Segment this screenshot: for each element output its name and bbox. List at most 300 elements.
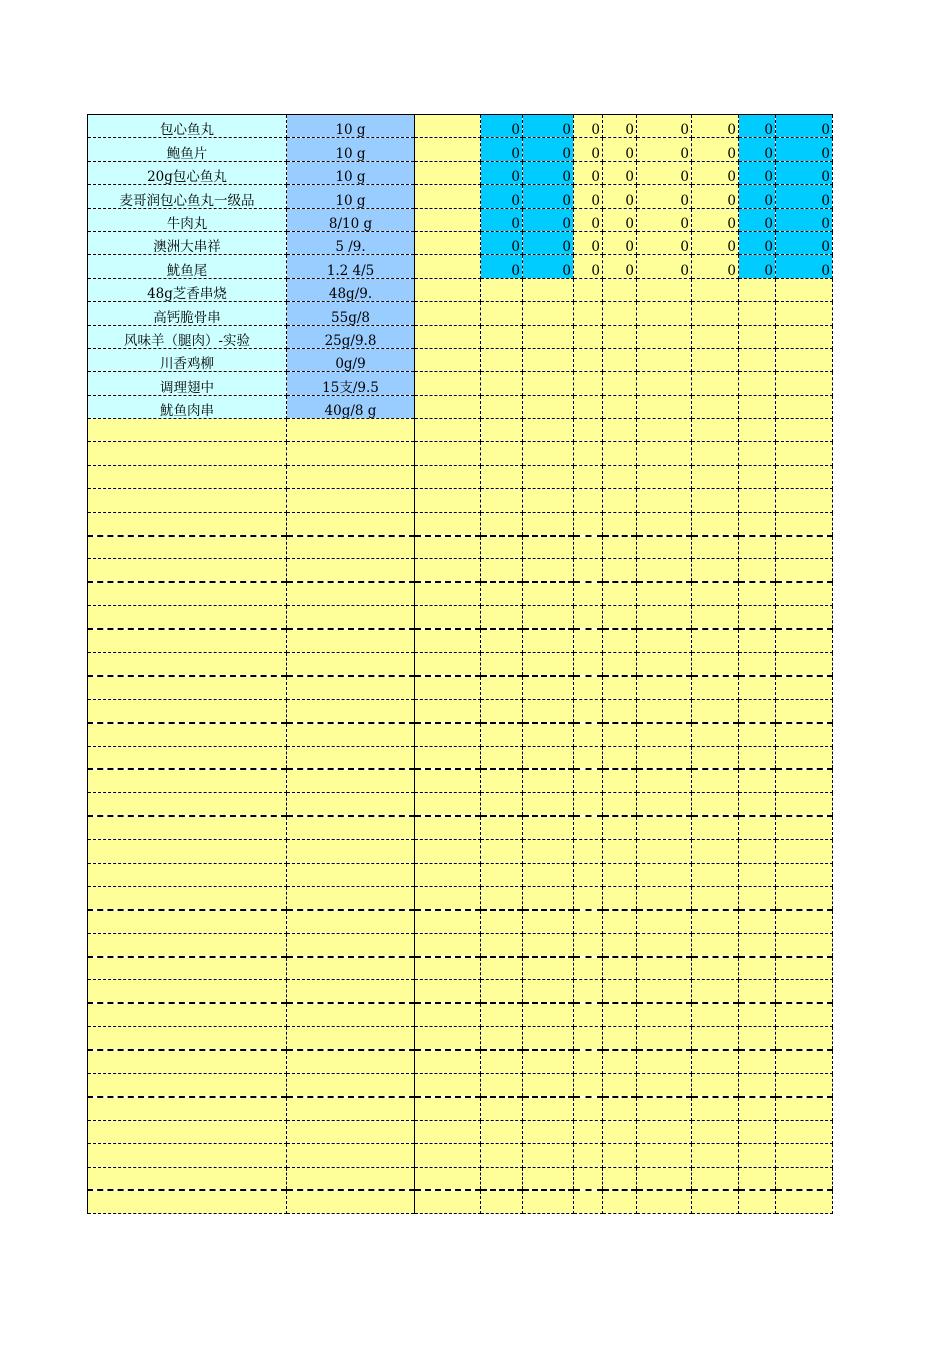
value-cell[interactable] — [692, 933, 739, 956]
value-cell[interactable] — [776, 606, 833, 629]
value-cell[interactable] — [739, 302, 776, 325]
value-cell[interactable] — [603, 536, 637, 559]
value-cell[interactable] — [739, 910, 776, 933]
product-name-cell[interactable] — [88, 1050, 287, 1073]
value-cell[interactable] — [739, 863, 776, 886]
value-cell[interactable] — [603, 325, 637, 348]
value-cell[interactable] — [776, 629, 833, 652]
value-cell[interactable] — [776, 769, 833, 792]
value-cell[interactable]: 0 — [523, 138, 574, 161]
value-cell[interactable] — [481, 1144, 523, 1167]
value-cell[interactable] — [776, 746, 833, 769]
value-cell[interactable] — [481, 629, 523, 652]
value-cell[interactable] — [739, 816, 776, 839]
value-cell[interactable] — [481, 536, 523, 559]
value-cell[interactable] — [481, 933, 523, 956]
value-cell[interactable] — [481, 746, 523, 769]
value-cell[interactable] — [637, 957, 692, 980]
value-cell[interactable] — [574, 769, 603, 792]
value-cell[interactable] — [523, 676, 574, 699]
product-name-cell[interactable]: 牛肉丸 — [88, 208, 287, 231]
value-cell[interactable] — [739, 1120, 776, 1143]
value-cell[interactable] — [692, 746, 739, 769]
value-cell[interactable] — [603, 348, 637, 371]
product-spec-cell[interactable] — [287, 863, 415, 886]
product-spec-cell[interactable] — [287, 582, 415, 605]
value-cell[interactable] — [481, 886, 523, 909]
value-cell[interactable] — [481, 769, 523, 792]
value-cell[interactable] — [692, 348, 739, 371]
value-cell[interactable] — [637, 746, 692, 769]
value-cell[interactable]: 0 — [574, 231, 603, 254]
empty-cell[interactable] — [415, 1190, 481, 1213]
empty-cell[interactable] — [415, 395, 481, 418]
value-cell[interactable] — [776, 840, 833, 863]
empty-cell[interactable] — [415, 582, 481, 605]
value-cell[interactable] — [603, 910, 637, 933]
product-spec-cell[interactable]: 10 g — [287, 185, 415, 208]
value-cell[interactable] — [637, 1050, 692, 1073]
value-cell[interactable] — [692, 793, 739, 816]
product-name-cell[interactable]: 澳洲大串祥 — [88, 231, 287, 254]
value-cell[interactable] — [776, 1003, 833, 1026]
value-cell[interactable] — [603, 512, 637, 535]
value-cell[interactable]: 0 — [692, 208, 739, 231]
value-cell[interactable]: 0 — [523, 161, 574, 184]
value-cell[interactable] — [574, 489, 603, 512]
product-name-cell[interactable] — [88, 442, 287, 465]
value-cell[interactable] — [776, 465, 833, 488]
value-cell[interactable] — [523, 1167, 574, 1190]
value-cell[interactable]: 0 — [739, 115, 776, 138]
product-spec-cell[interactable] — [287, 1097, 415, 1120]
value-cell[interactable]: 0 — [603, 161, 637, 184]
value-cell[interactable] — [637, 395, 692, 418]
value-cell[interactable] — [603, 1190, 637, 1213]
value-cell[interactable] — [637, 769, 692, 792]
value-cell[interactable] — [739, 1097, 776, 1120]
value-cell[interactable] — [574, 419, 603, 442]
value-cell[interactable] — [692, 325, 739, 348]
value-cell[interactable]: 0 — [692, 231, 739, 254]
empty-cell[interactable] — [415, 325, 481, 348]
product-spec-cell[interactable]: 40g/8 g — [287, 395, 415, 418]
empty-cell[interactable] — [415, 1144, 481, 1167]
value-cell[interactable] — [692, 442, 739, 465]
value-cell[interactable] — [481, 278, 523, 301]
product-spec-cell[interactable] — [287, 1120, 415, 1143]
value-cell[interactable] — [776, 372, 833, 395]
product-name-cell[interactable] — [88, 1097, 287, 1120]
value-cell[interactable] — [574, 1167, 603, 1190]
product-name-cell[interactable] — [88, 1074, 287, 1097]
value-cell[interactable] — [574, 348, 603, 371]
value-cell[interactable] — [603, 1074, 637, 1097]
value-cell[interactable] — [776, 395, 833, 418]
value-cell[interactable]: 0 — [776, 208, 833, 231]
value-cell[interactable] — [574, 816, 603, 839]
value-cell[interactable] — [574, 957, 603, 980]
value-cell[interactable]: 0 — [637, 185, 692, 208]
value-cell[interactable] — [603, 652, 637, 675]
value-cell[interactable] — [481, 325, 523, 348]
product-name-cell[interactable] — [88, 676, 287, 699]
product-spec-cell[interactable] — [287, 606, 415, 629]
empty-cell[interactable] — [415, 302, 481, 325]
value-cell[interactable] — [776, 723, 833, 746]
value-cell[interactable] — [692, 395, 739, 418]
value-cell[interactable] — [776, 1167, 833, 1190]
value-cell[interactable] — [637, 325, 692, 348]
value-cell[interactable] — [603, 395, 637, 418]
value-cell[interactable] — [574, 793, 603, 816]
product-spec-cell[interactable] — [287, 816, 415, 839]
product-spec-cell[interactable] — [287, 559, 415, 582]
value-cell[interactable]: 0 — [603, 255, 637, 278]
empty-cell[interactable] — [415, 629, 481, 652]
value-cell[interactable] — [481, 980, 523, 1003]
empty-cell[interactable] — [415, 1167, 481, 1190]
value-cell[interactable] — [603, 442, 637, 465]
value-cell[interactable] — [739, 1074, 776, 1097]
value-cell[interactable] — [692, 278, 739, 301]
value-cell[interactable] — [603, 1144, 637, 1167]
value-cell[interactable] — [637, 348, 692, 371]
value-cell[interactable]: 0 — [776, 115, 833, 138]
value-cell[interactable] — [603, 746, 637, 769]
value-cell[interactable] — [574, 863, 603, 886]
value-cell[interactable] — [603, 419, 637, 442]
product-spec-cell[interactable] — [287, 1144, 415, 1167]
value-cell[interactable] — [603, 629, 637, 652]
value-cell[interactable] — [481, 1050, 523, 1073]
product-spec-cell[interactable] — [287, 1190, 415, 1213]
empty-cell[interactable] — [415, 886, 481, 909]
value-cell[interactable] — [776, 980, 833, 1003]
value-cell[interactable] — [603, 863, 637, 886]
value-cell[interactable]: 0 — [523, 115, 574, 138]
value-cell[interactable] — [692, 723, 739, 746]
value-cell[interactable] — [481, 1027, 523, 1050]
empty-cell[interactable] — [415, 512, 481, 535]
empty-cell[interactable] — [415, 559, 481, 582]
value-cell[interactable] — [692, 816, 739, 839]
value-cell[interactable] — [523, 863, 574, 886]
value-cell[interactable] — [739, 536, 776, 559]
value-cell[interactable] — [481, 676, 523, 699]
product-name-cell[interactable] — [88, 933, 287, 956]
value-cell[interactable] — [523, 980, 574, 1003]
value-cell[interactable] — [603, 699, 637, 722]
value-cell[interactable] — [776, 582, 833, 605]
value-cell[interactable] — [692, 372, 739, 395]
value-cell[interactable] — [692, 886, 739, 909]
value-cell[interactable] — [523, 910, 574, 933]
value-cell[interactable]: 0 — [739, 161, 776, 184]
value-cell[interactable] — [692, 980, 739, 1003]
value-cell[interactable] — [776, 442, 833, 465]
value-cell[interactable] — [692, 1167, 739, 1190]
empty-cell[interactable] — [415, 1074, 481, 1097]
empty-cell[interactable] — [415, 115, 481, 138]
empty-cell[interactable] — [415, 769, 481, 792]
value-cell[interactable] — [776, 536, 833, 559]
value-cell[interactable] — [603, 606, 637, 629]
product-spec-cell[interactable] — [287, 699, 415, 722]
value-cell[interactable] — [481, 793, 523, 816]
value-cell[interactable] — [776, 325, 833, 348]
value-cell[interactable] — [739, 325, 776, 348]
value-cell[interactable] — [776, 676, 833, 699]
product-name-cell[interactable] — [88, 793, 287, 816]
value-cell[interactable] — [523, 957, 574, 980]
value-cell[interactable] — [692, 910, 739, 933]
product-spec-cell[interactable] — [287, 536, 415, 559]
value-cell[interactable] — [739, 652, 776, 675]
value-cell[interactable] — [481, 652, 523, 675]
product-name-cell[interactable] — [88, 769, 287, 792]
value-cell[interactable] — [776, 1144, 833, 1167]
value-cell[interactable] — [603, 933, 637, 956]
value-cell[interactable] — [481, 395, 523, 418]
value-cell[interactable] — [574, 559, 603, 582]
value-cell[interactable]: 0 — [481, 161, 523, 184]
product-name-cell[interactable] — [88, 606, 287, 629]
value-cell[interactable] — [481, 419, 523, 442]
value-cell[interactable] — [481, 1097, 523, 1120]
value-cell[interactable] — [739, 442, 776, 465]
value-cell[interactable] — [574, 886, 603, 909]
value-cell[interactable] — [637, 1190, 692, 1213]
product-name-cell[interactable] — [88, 1120, 287, 1143]
product-name-cell[interactable] — [88, 419, 287, 442]
value-cell[interactable] — [692, 465, 739, 488]
product-spec-cell[interactable] — [287, 1050, 415, 1073]
empty-cell[interactable] — [415, 957, 481, 980]
value-cell[interactable] — [739, 1144, 776, 1167]
value-cell[interactable] — [523, 769, 574, 792]
value-cell[interactable] — [739, 512, 776, 535]
value-cell[interactable]: 0 — [776, 231, 833, 254]
product-name-cell[interactable] — [88, 1190, 287, 1213]
value-cell[interactable]: 0 — [523, 255, 574, 278]
value-cell[interactable] — [776, 512, 833, 535]
value-cell[interactable] — [739, 582, 776, 605]
value-cell[interactable] — [574, 1120, 603, 1143]
value-cell[interactable] — [776, 559, 833, 582]
product-spec-cell[interactable] — [287, 512, 415, 535]
value-cell[interactable]: 0 — [637, 208, 692, 231]
empty-cell[interactable] — [415, 910, 481, 933]
product-name-cell[interactable] — [88, 652, 287, 675]
value-cell[interactable] — [574, 723, 603, 746]
value-cell[interactable]: 0 — [481, 255, 523, 278]
value-cell[interactable] — [776, 489, 833, 512]
value-cell[interactable] — [692, 1120, 739, 1143]
value-cell[interactable] — [776, 816, 833, 839]
product-name-cell[interactable] — [88, 1027, 287, 1050]
product-name-cell[interactable] — [88, 465, 287, 488]
value-cell[interactable] — [776, 910, 833, 933]
value-cell[interactable] — [637, 278, 692, 301]
empty-cell[interactable] — [415, 863, 481, 886]
value-cell[interactable] — [739, 372, 776, 395]
value-cell[interactable]: 0 — [481, 208, 523, 231]
empty-cell[interactable] — [415, 746, 481, 769]
value-cell[interactable] — [776, 1027, 833, 1050]
value-cell[interactable]: 0 — [523, 185, 574, 208]
value-cell[interactable] — [574, 302, 603, 325]
value-cell[interactable] — [692, 512, 739, 535]
value-cell[interactable] — [481, 840, 523, 863]
value-cell[interactable] — [574, 840, 603, 863]
product-spec-cell[interactable] — [287, 980, 415, 1003]
product-spec-cell[interactable] — [287, 465, 415, 488]
value-cell[interactable]: 0 — [739, 231, 776, 254]
value-cell[interactable]: 0 — [739, 185, 776, 208]
value-cell[interactable] — [481, 1190, 523, 1213]
value-cell[interactable] — [637, 372, 692, 395]
value-cell[interactable] — [481, 559, 523, 582]
product-name-cell[interactable]: 20g包心鱼丸 — [88, 161, 287, 184]
product-spec-cell[interactable]: 0g/9 — [287, 348, 415, 371]
value-cell[interactable]: 0 — [776, 161, 833, 184]
value-cell[interactable] — [776, 933, 833, 956]
value-cell[interactable] — [523, 840, 574, 863]
value-cell[interactable] — [603, 886, 637, 909]
product-name-cell[interactable] — [88, 559, 287, 582]
product-spec-cell[interactable] — [287, 1027, 415, 1050]
value-cell[interactable] — [574, 910, 603, 933]
value-cell[interactable] — [692, 1027, 739, 1050]
empty-cell[interactable] — [415, 348, 481, 371]
value-cell[interactable] — [776, 886, 833, 909]
empty-cell[interactable] — [415, 652, 481, 675]
value-cell[interactable] — [776, 652, 833, 675]
empty-cell[interactable] — [415, 419, 481, 442]
product-spec-cell[interactable] — [287, 910, 415, 933]
value-cell[interactable] — [523, 372, 574, 395]
value-cell[interactable]: 0 — [574, 208, 603, 231]
value-cell[interactable] — [637, 489, 692, 512]
value-cell[interactable] — [603, 1050, 637, 1073]
value-cell[interactable]: 0 — [637, 255, 692, 278]
value-cell[interactable] — [603, 840, 637, 863]
value-cell[interactable]: 0 — [776, 138, 833, 161]
value-cell[interactable] — [637, 793, 692, 816]
value-cell[interactable] — [523, 419, 574, 442]
value-cell[interactable] — [776, 278, 833, 301]
product-spec-cell[interactable] — [287, 957, 415, 980]
value-cell[interactable] — [603, 559, 637, 582]
empty-cell[interactable] — [415, 1050, 481, 1073]
value-cell[interactable] — [739, 419, 776, 442]
value-cell[interactable] — [481, 465, 523, 488]
product-spec-cell[interactable] — [287, 1003, 415, 1026]
value-cell[interactable] — [523, 933, 574, 956]
product-name-cell[interactable]: 高钙脆骨串 — [88, 302, 287, 325]
value-cell[interactable] — [692, 559, 739, 582]
value-cell[interactable] — [523, 652, 574, 675]
product-name-cell[interactable] — [88, 1144, 287, 1167]
product-name-cell[interactable]: 川香鸡柳 — [88, 348, 287, 371]
value-cell[interactable] — [776, 419, 833, 442]
value-cell[interactable]: 0 — [692, 185, 739, 208]
value-cell[interactable] — [574, 1027, 603, 1050]
value-cell[interactable]: 0 — [481, 138, 523, 161]
value-cell[interactable] — [692, 1003, 739, 1026]
product-spec-cell[interactable] — [287, 746, 415, 769]
value-cell[interactable] — [637, 629, 692, 652]
value-cell[interactable] — [739, 1167, 776, 1190]
value-cell[interactable] — [574, 512, 603, 535]
value-cell[interactable] — [523, 816, 574, 839]
value-cell[interactable] — [692, 606, 739, 629]
value-cell[interactable] — [637, 723, 692, 746]
value-cell[interactable] — [637, 1097, 692, 1120]
product-spec-cell[interactable]: 48g/9. — [287, 278, 415, 301]
value-cell[interactable] — [637, 536, 692, 559]
value-cell[interactable] — [637, 699, 692, 722]
value-cell[interactable] — [776, 863, 833, 886]
value-cell[interactable] — [523, 325, 574, 348]
value-cell[interactable]: 0 — [481, 115, 523, 138]
product-name-cell[interactable]: 包心鱼丸 — [88, 115, 287, 138]
value-cell[interactable] — [739, 278, 776, 301]
value-cell[interactable] — [637, 302, 692, 325]
value-cell[interactable] — [574, 582, 603, 605]
value-cell[interactable] — [574, 676, 603, 699]
value-cell[interactable] — [739, 957, 776, 980]
value-cell[interactable] — [523, 1027, 574, 1050]
value-cell[interactable] — [692, 769, 739, 792]
value-cell[interactable] — [481, 816, 523, 839]
product-spec-cell[interactable]: 8/10 g — [287, 208, 415, 231]
value-cell[interactable] — [637, 1074, 692, 1097]
value-cell[interactable] — [739, 606, 776, 629]
value-cell[interactable] — [523, 512, 574, 535]
value-cell[interactable] — [574, 372, 603, 395]
value-cell[interactable] — [574, 536, 603, 559]
value-cell[interactable] — [481, 1074, 523, 1097]
value-cell[interactable]: 0 — [481, 231, 523, 254]
value-cell[interactable] — [637, 652, 692, 675]
value-cell[interactable] — [603, 769, 637, 792]
value-cell[interactable] — [574, 465, 603, 488]
product-spec-cell[interactable] — [287, 676, 415, 699]
product-name-cell[interactable]: 风味羊（腿肉）-实验 — [88, 325, 287, 348]
value-cell[interactable] — [739, 746, 776, 769]
value-cell[interactable] — [739, 840, 776, 863]
empty-cell[interactable] — [415, 933, 481, 956]
product-name-cell[interactable]: 鲍鱼片 — [88, 138, 287, 161]
product-name-cell[interactable] — [88, 629, 287, 652]
value-cell[interactable] — [574, 395, 603, 418]
value-cell[interactable] — [574, 1190, 603, 1213]
product-spec-cell[interactable] — [287, 652, 415, 675]
value-cell[interactable] — [603, 302, 637, 325]
value-cell[interactable] — [481, 582, 523, 605]
value-cell[interactable] — [739, 676, 776, 699]
value-cell[interactable] — [523, 723, 574, 746]
empty-cell[interactable] — [415, 161, 481, 184]
empty-cell[interactable] — [415, 208, 481, 231]
value-cell[interactable] — [776, 302, 833, 325]
value-cell[interactable]: 0 — [739, 138, 776, 161]
value-cell[interactable] — [574, 1074, 603, 1097]
value-cell[interactable]: 0 — [637, 231, 692, 254]
value-cell[interactable] — [574, 325, 603, 348]
